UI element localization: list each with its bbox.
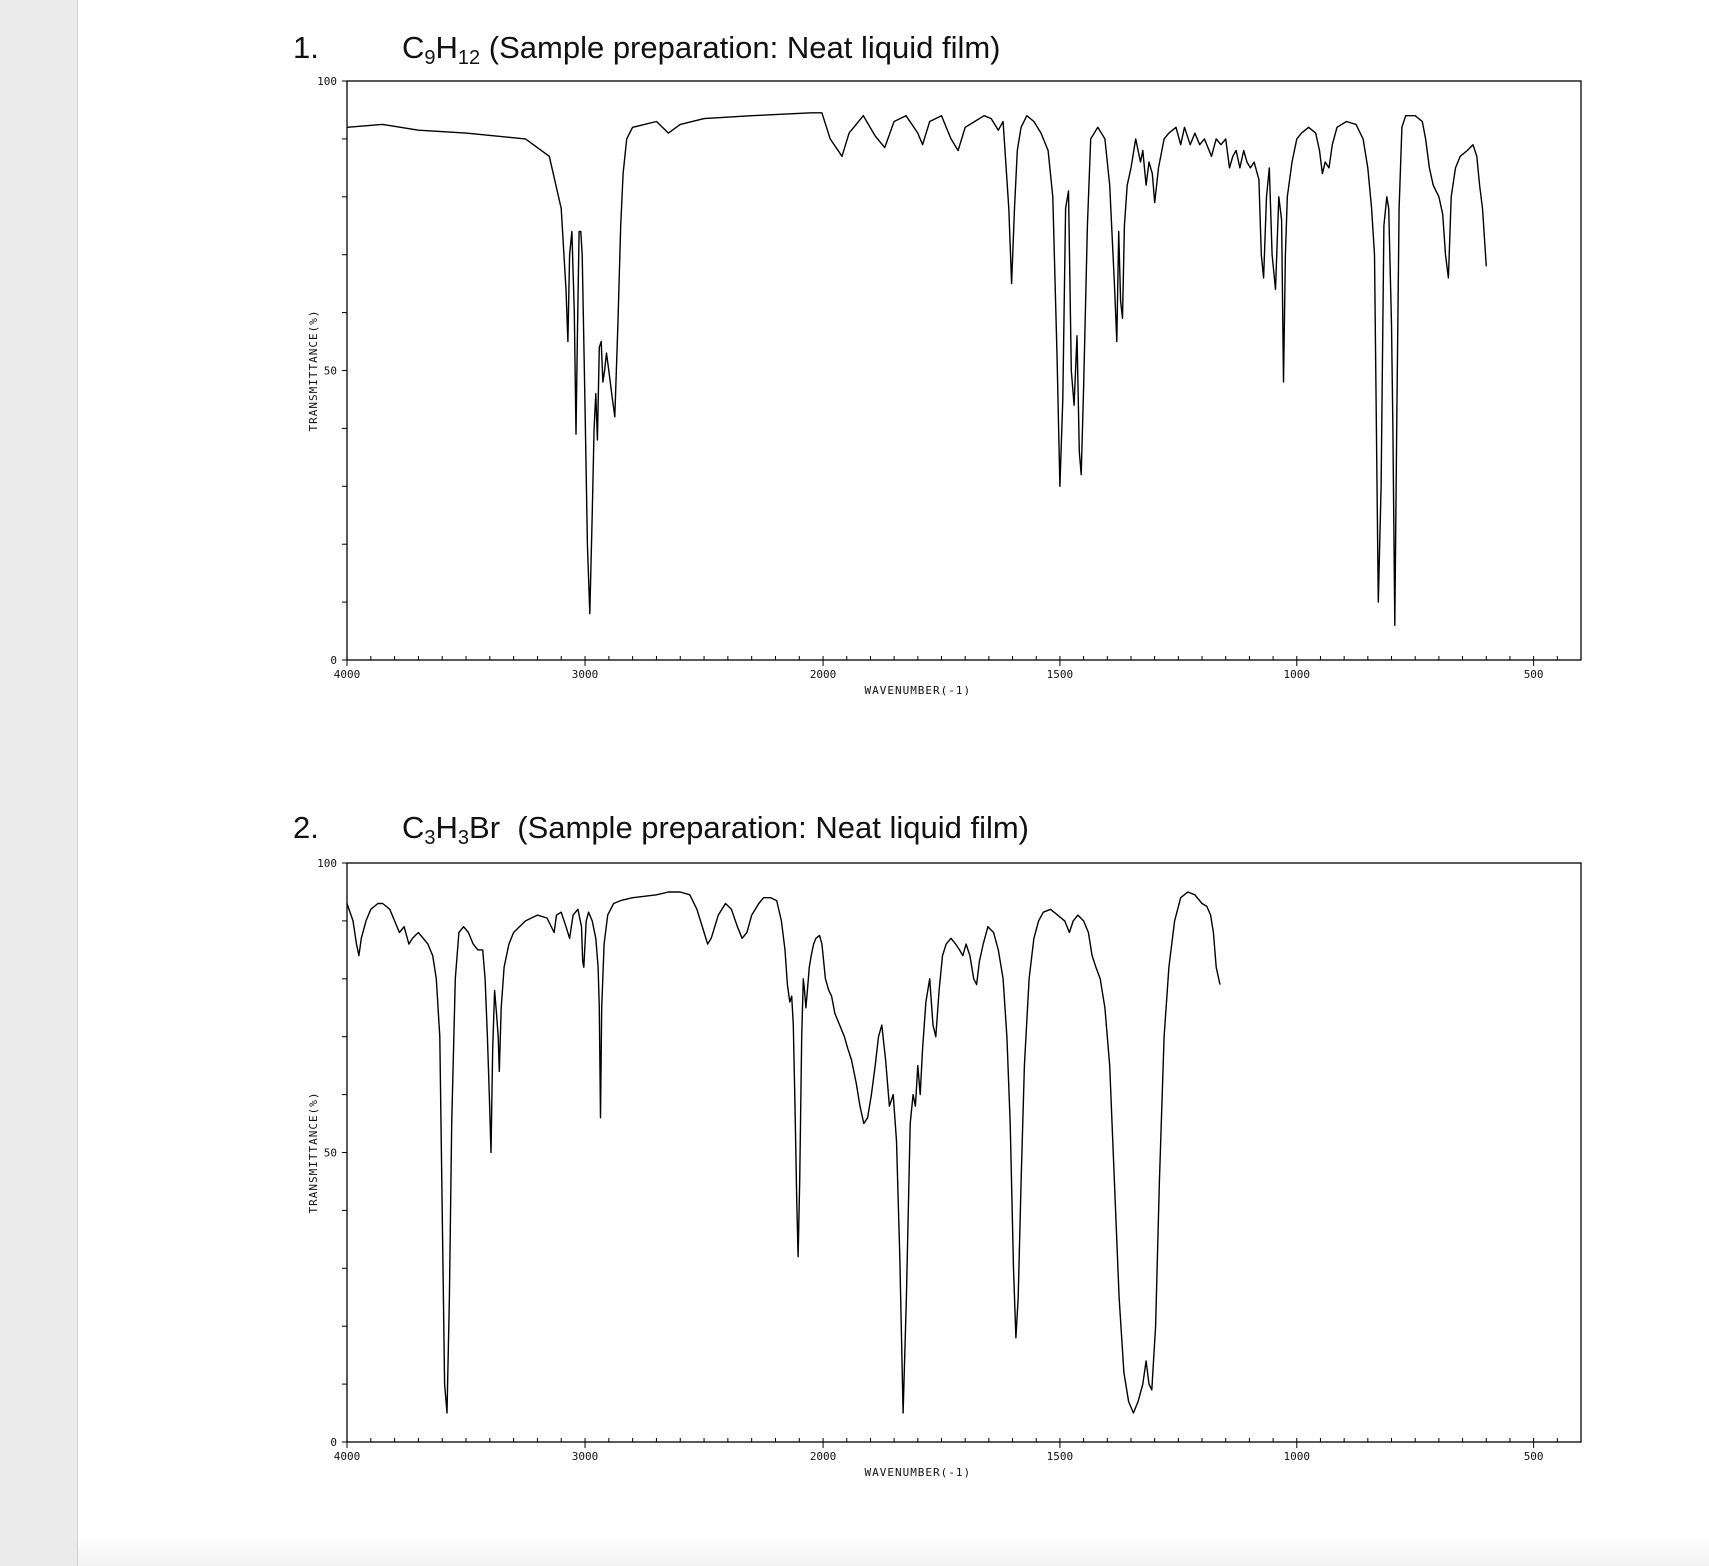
problem-formula: $C_9H_{12}$ (Sample preparation: Neat liquid film) (402, 30, 1001, 69)
y-axis-title: TRANSMITTANCE(%) (307, 1091, 320, 1214)
x-tick-label: 500 (1523, 1450, 1544, 1463)
y-tick-label: 50 (323, 1146, 337, 1160)
problem-formula: $C_3H_3Br$ (Sample preparation: Neat liquid film) (402, 810, 1029, 849)
x-tick-label: 3000 (571, 668, 599, 681)
problem-number: 1. (293, 30, 319, 65)
x-tick-label: 4000 (333, 1450, 361, 1463)
y-tick-label: 100 (317, 75, 337, 88)
y-tick-label: 50 (323, 364, 337, 378)
x-tick-label: 1500 (1046, 1450, 1074, 1463)
ir-spectrum-1 (78, 0, 1709, 780)
x-tick-label: 500 (1523, 668, 1544, 681)
x-tick-label: 4000 (333, 668, 361, 681)
y-tick-label: 100 (317, 857, 337, 870)
ir-spectrum-2 (78, 782, 1709, 1562)
x-tick-label: 1500 (1046, 668, 1074, 681)
problem-1 (78, 0, 1709, 780)
x-tick-label: 2000 (809, 668, 837, 681)
spectrum-trace (347, 113, 1486, 626)
spectrum-trace (347, 892, 1220, 1413)
problem-number: 2. (293, 810, 319, 845)
x-tick-label: 2000 (809, 1450, 837, 1463)
y-tick-label: 0 (330, 1436, 337, 1449)
x-tick-label: 1000 (1283, 1450, 1311, 1463)
y-tick-label: 0 (330, 654, 337, 667)
x-axis-title: WAVENUMBER(-1) (864, 684, 972, 697)
x-tick-label: 3000 (571, 1450, 599, 1463)
x-tick-label: 1000 (1283, 668, 1311, 681)
worksheet-page (77, 0, 1709, 1566)
problem-2 (78, 780, 1709, 1566)
y-axis-title: TRANSMITTANCE(%) (307, 309, 320, 432)
x-axis-title: WAVENUMBER(-1) (864, 1466, 972, 1479)
